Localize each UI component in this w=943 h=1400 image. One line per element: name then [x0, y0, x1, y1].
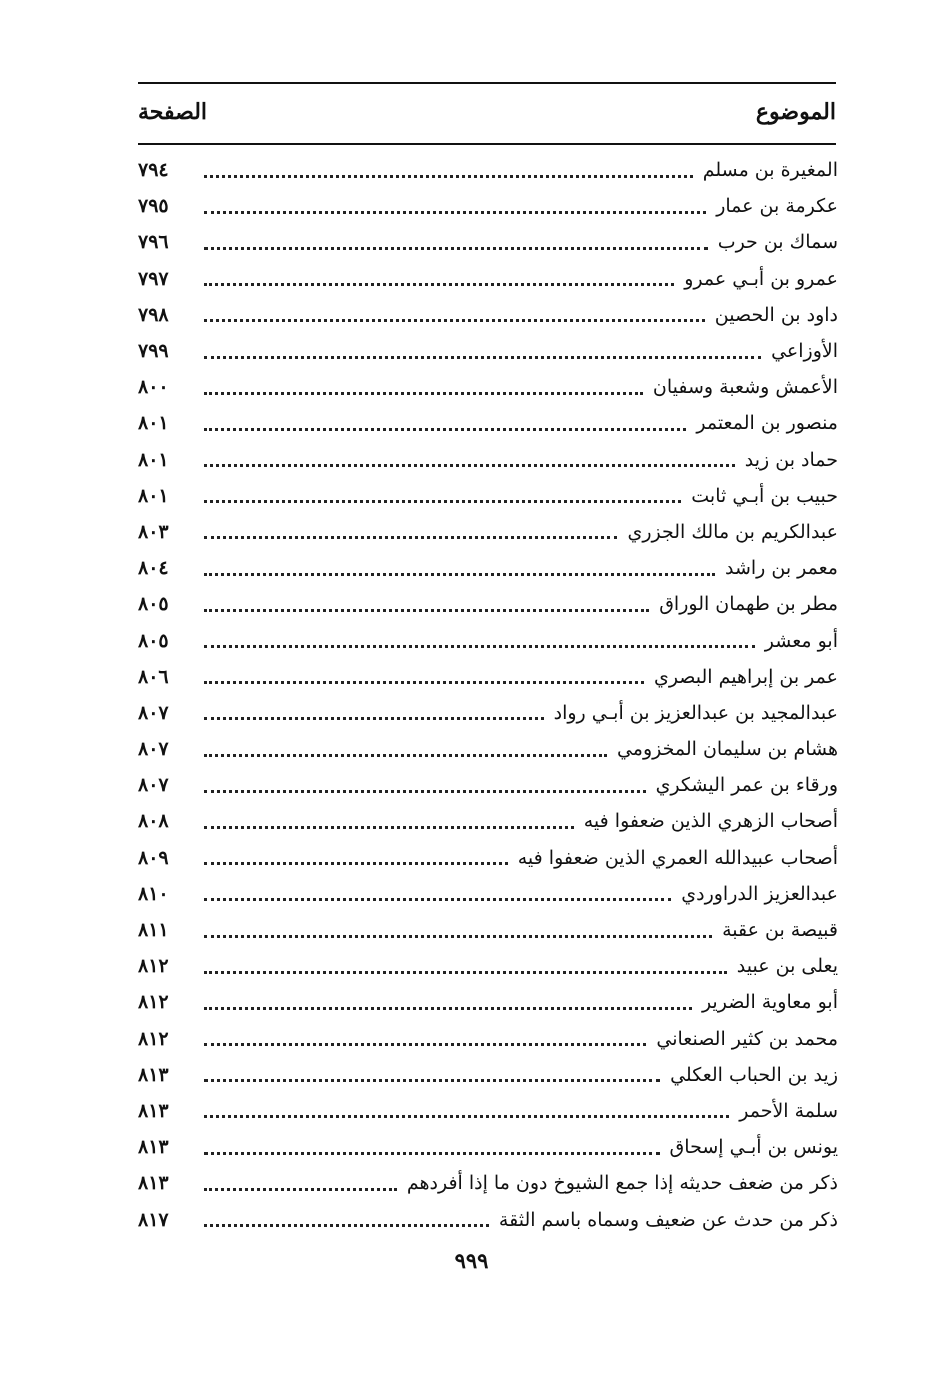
toc-entry — [138, 622, 838, 658]
toc-entry-page: ٧٩٨ — [138, 303, 169, 326]
dot-leader — [204, 573, 715, 576]
toc-entry-page: ٨٠٥ — [138, 593, 169, 616]
toc-entry — [138, 1129, 838, 1165]
toc-entry — [138, 333, 838, 369]
toc-entry — [138, 695, 838, 731]
dot-leader — [204, 283, 674, 286]
dot-leader — [204, 1224, 489, 1227]
dot-leader — [204, 681, 644, 684]
toc-entry-page: ٧٩٤ — [138, 159, 169, 182]
toc-entry — [138, 261, 838, 297]
toc-entry-title: معمر بن راشد — [725, 557, 838, 580]
toc-entry — [138, 188, 838, 224]
toc-entry — [138, 731, 838, 767]
toc-entry-page: ٨٠٦ — [138, 665, 169, 688]
toc-entry-title: محمد بن كثير الصنعاني — [656, 1027, 838, 1050]
toc-entry-title: سماك بن حرب — [717, 231, 838, 254]
dot-leader — [204, 392, 643, 395]
toc-entry — [138, 1165, 838, 1201]
toc-entry — [138, 840, 838, 876]
toc-entry-title: مطر بن طهمان الوراق — [659, 593, 838, 616]
toc-entry-page: ٨١٣ — [138, 1172, 169, 1195]
dot-leader — [204, 862, 508, 865]
dot-leader — [204, 1152, 660, 1155]
toc-entry — [138, 405, 838, 441]
toc-entry-title: عمرو بن أبـي عمرو — [684, 267, 838, 290]
toc-entry-page: ٧٩٩ — [138, 340, 169, 363]
toc-entry — [138, 984, 838, 1020]
header-rule — [138, 143, 836, 145]
toc-entry — [138, 514, 838, 550]
toc-entry — [138, 659, 838, 695]
toc-entry-title: داود بن الحصين — [714, 303, 838, 326]
toc-entry-title: زيد بن الحباب العكلي — [670, 1063, 838, 1086]
toc-entry-title: عبدالمجيد بن عبدالعزيز بن أبـي رواد — [553, 701, 838, 724]
toc-entry-title: الأوزاعي — [771, 340, 838, 363]
toc-entry-page: ٨٠٠ — [138, 376, 169, 399]
dot-leader — [204, 790, 646, 793]
toc-entry-page: ٨٠٧ — [138, 774, 169, 797]
toc-entry-page: ٨١٣ — [138, 1099, 169, 1122]
toc-entry — [138, 912, 838, 948]
toc-entry-title: ورقاء بن عمر اليشكري — [655, 774, 838, 797]
dot-leader — [204, 247, 708, 250]
toc-entry-page: ٨٠٩ — [138, 846, 169, 869]
top-rule — [138, 82, 836, 84]
toc-entry-page: ٨٠٤ — [138, 557, 169, 580]
dot-leader — [204, 826, 574, 829]
toc-entry-title: ذكر من حدث عن ضعيف وسماه باسم الثقة — [498, 1208, 838, 1231]
toc-entry-page: ٨١٢ — [138, 1027, 169, 1050]
dot-leader — [204, 898, 671, 901]
toc-entry-title: أصحاب الزهري الذين ضعفوا فيه — [583, 810, 838, 833]
dot-leader — [204, 428, 686, 431]
toc-entry-page: ٨١٣ — [138, 1063, 169, 1086]
toc-entry-page: ٧٩٧ — [138, 267, 169, 290]
toc-entry — [138, 1057, 838, 1093]
toc-entry-page: ٨١٧ — [138, 1208, 169, 1231]
toc-entry — [138, 297, 838, 333]
dot-leader — [204, 645, 755, 648]
toc-entry — [138, 1201, 838, 1237]
toc-entry-title: أصحاب عبيدالله العمري الذين ضعفوا فيه — [517, 846, 838, 869]
topic-column-label: الموضوع — [755, 99, 836, 125]
toc-list — [138, 152, 838, 1238]
toc-entry-page: ٧٩٦ — [138, 231, 169, 254]
dot-leader — [204, 754, 607, 757]
toc-entry-title: عبدالكريم بن مالك الجزري — [627, 520, 838, 543]
dot-leader — [204, 935, 712, 938]
dot-leader — [204, 1007, 692, 1010]
toc-entry-title: عمر بن إبراهيم البصري — [653, 665, 838, 688]
toc-entry-page: ٨١٣ — [138, 1136, 169, 1159]
toc-entry-title: هشام بن سليمان المخزومي — [616, 738, 838, 761]
dot-leader — [204, 971, 727, 974]
toc-entry — [138, 442, 838, 478]
toc-entry-page: ٨٠١ — [138, 448, 169, 471]
dot-leader — [204, 1115, 729, 1118]
toc-entry-title: أبو معشر — [764, 629, 838, 652]
toc-entry-page: ٨١٢ — [138, 991, 169, 1014]
toc-entry — [138, 1021, 838, 1057]
toc-header — [138, 92, 836, 132]
toc-entry — [138, 369, 838, 405]
toc-entry-page: ٨٠١ — [138, 484, 169, 507]
toc-entry — [138, 586, 838, 622]
toc-entry-title: حبيب بن أبـي ثابت — [691, 484, 838, 507]
toc-entry-title: الأعمش وشعبة وسفيان — [652, 376, 838, 399]
toc-entry-title: سلمة الأحمر — [739, 1099, 838, 1122]
toc-entry-title: منصور بن المعتمر — [696, 412, 838, 435]
toc-entry-page: ٨٠١ — [138, 412, 169, 435]
toc-entry-title: ذكر من ضعف حديثه إذا جمع الشيوخ دون ما إذا أفردهم — [406, 1172, 838, 1195]
dot-leader — [204, 1079, 660, 1082]
dot-leader — [204, 175, 693, 178]
toc-entry-page: ٨١١ — [138, 919, 169, 942]
dot-leader — [204, 1043, 646, 1046]
toc-entry-title: حماد بن زيد — [744, 448, 838, 471]
toc-entry-page: ٨٠٨ — [138, 810, 169, 833]
dot-leader — [204, 536, 617, 539]
page-column-label: الصفحة — [138, 99, 208, 125]
toc-entry-title: أبو معاوية الضرير — [701, 991, 838, 1014]
toc-entry — [138, 948, 838, 984]
toc-entry-title: عكرمة بن عمار — [716, 195, 838, 218]
toc-entry — [138, 224, 838, 260]
toc-entry — [138, 550, 838, 586]
toc-entry-page: ٨١٠ — [138, 882, 169, 905]
toc-entry — [138, 478, 838, 514]
toc-entry-title: قبيصة بن عقبة — [722, 919, 838, 942]
dot-leader — [204, 609, 649, 612]
toc-entry — [138, 152, 838, 188]
toc-entry — [138, 767, 838, 803]
toc-entry-page: ٨٠٥ — [138, 629, 169, 652]
toc-entry — [138, 876, 838, 912]
toc-entry-page: ٧٩٥ — [138, 195, 169, 218]
dot-leader — [204, 211, 706, 214]
toc-entry-title: المغيرة بن مسلم — [702, 159, 838, 182]
toc-entry-page: ٨٠٧ — [138, 701, 169, 724]
toc-entry-title: عبدالعزيز الدراوردي — [681, 882, 838, 905]
toc-entry — [138, 803, 838, 839]
dot-leader — [204, 717, 544, 720]
toc-entry-title: يعلى بن عبيد — [736, 955, 838, 978]
toc-entry-page: ٨٠٧ — [138, 738, 169, 761]
toc-entry-page: ٨٠٣ — [138, 520, 169, 543]
dot-leader — [204, 1188, 397, 1191]
toc-entry — [138, 1093, 838, 1129]
toc-entry-page: ٨١٢ — [138, 955, 169, 978]
toc-entry-title: يونس بن أبـي إسحاق — [669, 1136, 838, 1159]
dot-leader — [204, 319, 705, 322]
dot-leader — [204, 356, 761, 359]
dot-leader — [204, 500, 681, 503]
page-number: ٩٩٩ — [454, 1248, 489, 1273]
dot-leader — [204, 464, 735, 467]
